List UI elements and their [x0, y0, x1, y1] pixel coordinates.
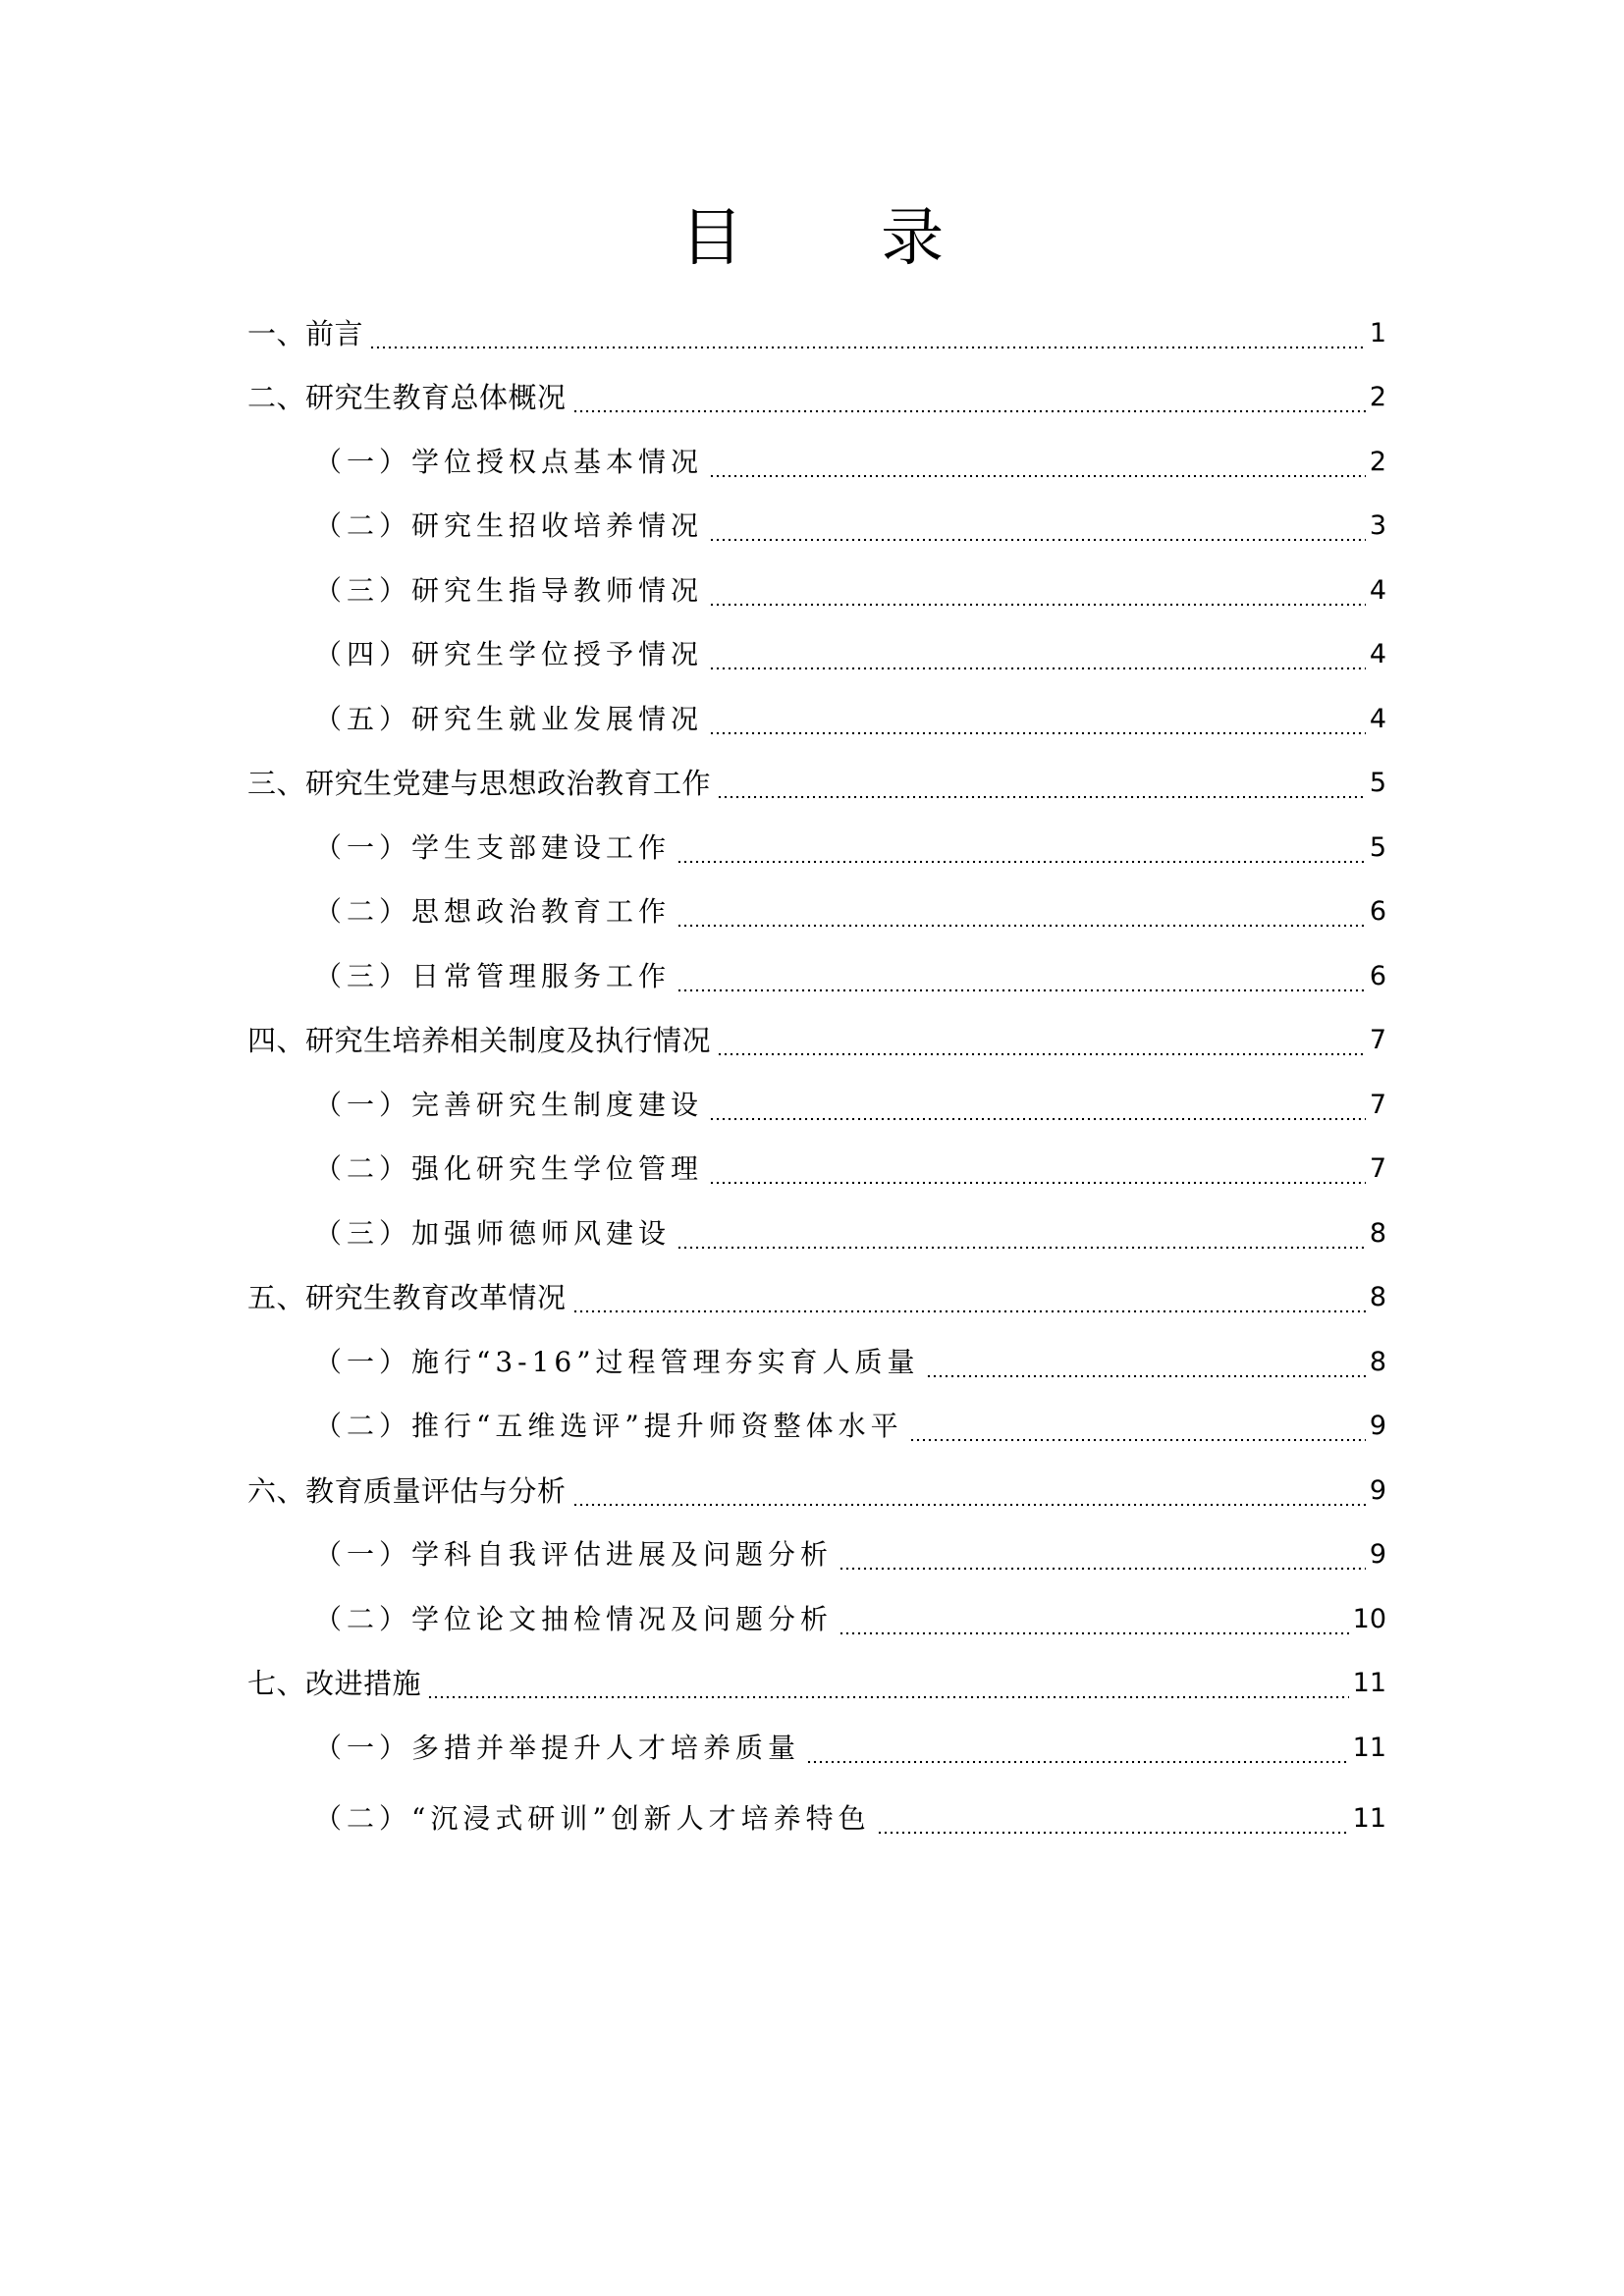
toc-section-entry[interactable]	[247, 998, 1386, 1063]
toc-subsection-entry[interactable]	[247, 1770, 1386, 1841]
toc-dot-leader	[709, 702, 1366, 737]
toc-subsection-entry[interactable]	[247, 548, 1386, 613]
toc-entry-label: 一、前言	[247, 316, 364, 350]
toc-section-entry[interactable]	[247, 291, 1386, 355]
toc-page-number: 1	[1369, 317, 1386, 348]
toc-page-number: 9	[1369, 1411, 1386, 1441]
toc-page-number: 7	[1369, 1089, 1386, 1120]
toc-page-number: 4	[1369, 639, 1386, 669]
toc-dot-leader	[709, 1088, 1366, 1123]
toc-entry-label: （三）研究生指导教师情况	[314, 573, 704, 607]
toc-entry-label: （二）思想政治教育工作	[314, 895, 672, 928]
toc-page-number: 11	[1352, 1732, 1386, 1763]
toc-page-number: 2	[1369, 382, 1386, 412]
toc-dot-leader	[677, 1216, 1366, 1252]
toc-entry-label: （二）强化研究生学位管理	[314, 1152, 704, 1185]
toc-subsection-entry[interactable]	[247, 805, 1386, 870]
toc-entry-label: 三、研究生党建与思想政治教育工作	[247, 767, 712, 800]
toc-dot-leader	[709, 508, 1366, 544]
toc-entry-label: （一）完善研究生制度建设	[314, 1088, 704, 1121]
toc-page-number: 4	[1369, 574, 1386, 606]
toc-dot-leader	[709, 637, 1366, 672]
page-title: 目 录	[679, 202, 1003, 275]
toc-entry-label: （一）施行“3-16”过程管理夯实育人质量	[314, 1345, 920, 1378]
toc-section-entry[interactable]	[247, 355, 1386, 420]
toc-entry-label: （一）多措并举提升人才培养质量	[314, 1731, 801, 1764]
toc-dot-leader	[369, 316, 1366, 351]
toc-dot-leader	[677, 830, 1366, 866]
toc-dot-leader	[717, 1023, 1366, 1058]
toc-entry-label: （二）“沉浸式研训”创新人才培养特色	[314, 1801, 871, 1835]
toc-dot-leader	[717, 766, 1366, 801]
toc-page-number: 6	[1369, 896, 1386, 927]
toc-dot-leader	[572, 380, 1366, 415]
toc-dot-leader	[709, 445, 1366, 480]
toc-subsection-entry[interactable]	[247, 870, 1386, 934]
toc-entry-label: （四）研究生学位授予情况	[314, 638, 704, 670]
toc-dot-leader	[926, 1345, 1366, 1380]
toc-entry-label: （三）日常管理服务工作	[314, 959, 672, 992]
toc-dot-leader	[877, 1801, 1349, 1837]
toc-page-number: 10	[1352, 1603, 1386, 1634]
toc-page-number: 8	[1369, 1282, 1386, 1312]
toc-dot-leader	[839, 1602, 1349, 1637]
toc-entry-label: （五）研究生就业发展情况	[314, 702, 704, 735]
toc-subsection-entry[interactable]	[247, 1576, 1386, 1641]
toc-page-number: 11	[1352, 1802, 1386, 1834]
toc-subsection-entry[interactable]	[247, 1062, 1386, 1127]
toc-page-number: 8	[1369, 1217, 1386, 1249]
toc-dot-leader	[709, 573, 1366, 609]
toc-dot-leader	[677, 959, 1366, 994]
toc-entry-label: （二）学位论文抽检情况及问题分析	[314, 1602, 834, 1635]
toc-page-number: 3	[1369, 510, 1386, 541]
toc-subsection-entry[interactable]	[247, 1513, 1386, 1577]
toc-subsection-entry[interactable]	[247, 613, 1386, 677]
toc-section-entry[interactable]	[247, 1641, 1386, 1706]
toc-page-number: 9	[1369, 1474, 1386, 1506]
toc-entry-label: （二）研究生招收培养情况	[314, 509, 704, 542]
toc-page-number: 6	[1369, 960, 1386, 991]
toc-dot-leader	[806, 1731, 1349, 1766]
toc-dot-leader	[677, 894, 1366, 930]
toc-entry-label: 二、研究生教育总体概况	[247, 381, 567, 414]
toc-page-number: 7	[1369, 1153, 1386, 1184]
toc-dot-leader	[572, 1473, 1366, 1509]
toc-subsection-entry[interactable]	[247, 1705, 1386, 1770]
toc-page-number: 8	[1369, 1346, 1386, 1377]
toc-entry-label: （一）学科自我评估进展及问题分析	[314, 1538, 834, 1571]
toc-subsection-entry[interactable]	[247, 676, 1386, 741]
toc-section-entry[interactable]	[247, 1448, 1386, 1513]
toc-page-number: 7	[1369, 1025, 1386, 1055]
toc-page-number: 5	[1369, 831, 1386, 863]
toc-entry-label: 六、教育质量评估与分析	[247, 1473, 567, 1508]
toc-entry-label: 五、研究生教育改革情况	[247, 1281, 567, 1314]
toc-dot-leader	[909, 1409, 1366, 1444]
toc-subsection-entry[interactable]	[247, 419, 1386, 484]
toc-subsection-entry[interactable]	[247, 1127, 1386, 1192]
toc-entry-label: （一）学生支部建设工作	[314, 830, 672, 864]
toc-entry-label: 四、研究生培养相关制度及执行情况	[247, 1024, 712, 1057]
toc-page-number: 4	[1369, 703, 1386, 734]
toc-subsection-entry[interactable]	[247, 1384, 1386, 1449]
toc-page-number: 9	[1369, 1539, 1386, 1570]
toc-subsection-entry[interactable]	[247, 1191, 1386, 1255]
toc-entry-label: （一）学位授权点基本情况	[314, 445, 704, 478]
toc-dot-leader	[427, 1666, 1349, 1701]
toc-subsection-entry[interactable]	[247, 484, 1386, 549]
toc-page-number: 11	[1352, 1668, 1386, 1698]
toc-subsection-entry[interactable]	[247, 1319, 1386, 1384]
toc-section-entry[interactable]	[247, 741, 1386, 806]
toc-entry-label: （三）加强师德师风建设	[314, 1216, 672, 1250]
table-of-contents	[247, 291, 1386, 1841]
toc-dot-leader	[839, 1537, 1366, 1573]
toc-subsection-entry[interactable]	[247, 934, 1386, 998]
toc-entry-label: 七、改进措施	[247, 1667, 422, 1700]
toc-dot-leader	[572, 1280, 1366, 1315]
toc-dot-leader	[709, 1151, 1366, 1187]
toc-page-number: 5	[1369, 768, 1386, 798]
toc-entry-label: （二）推行“五维选评”提升师资整体水平	[314, 1410, 903, 1442]
toc-section-entry[interactable]	[247, 1255, 1386, 1320]
toc-page-number: 2	[1369, 446, 1386, 477]
